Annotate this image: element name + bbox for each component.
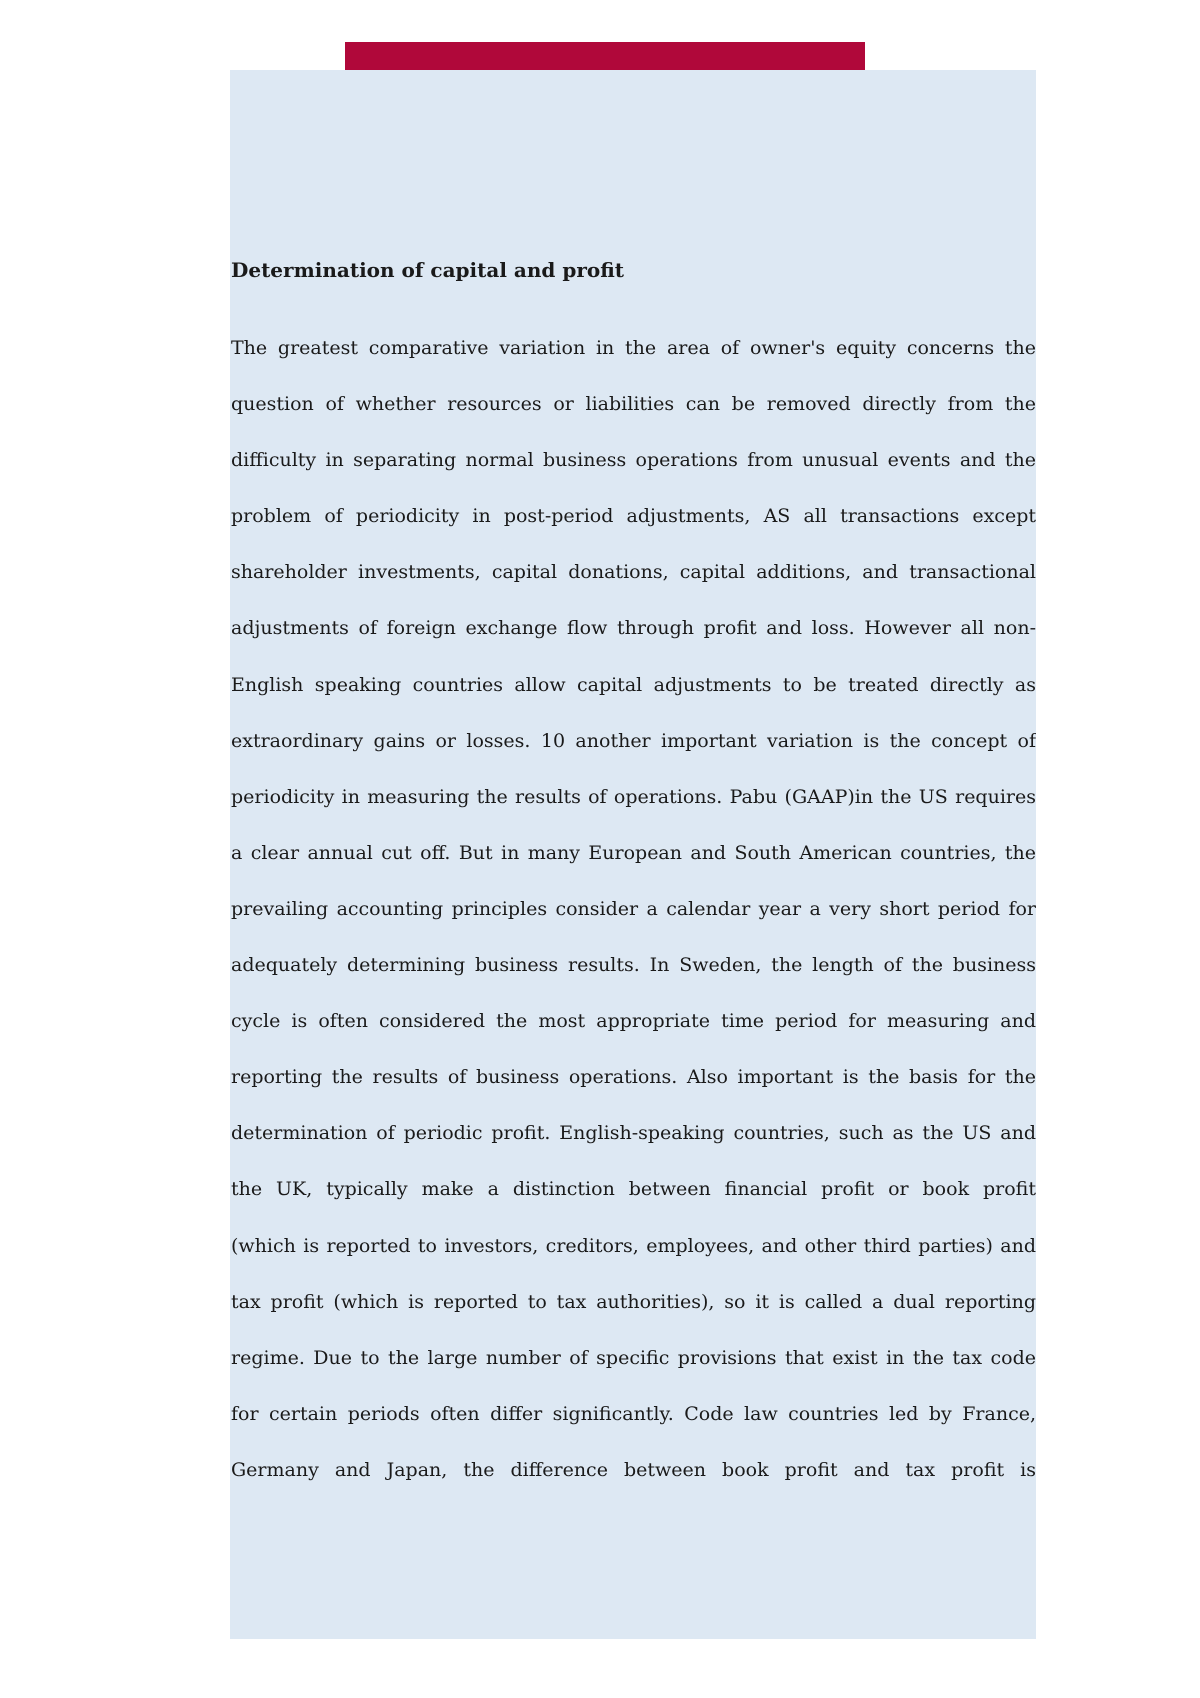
paragraph-line: determination of periodic profit. English-speaking countries, such as the US and	[231, 1122, 1036, 1145]
paragraph-line: shareholder investments, capital donations, capital additions, and transactional	[231, 561, 1036, 584]
paragraph-line: tax profit (which is reported to tax authorities), so it is called a dual reporting	[231, 1290, 1036, 1313]
paragraph-line: prevailing accounting principles consider a calendar year a very short period for	[231, 897, 1036, 920]
paragraph-line: regime. Due to the large number of specific provisions that exist in the tax code	[231, 1346, 1036, 1369]
paragraph-line: the UK, typically make a distinction between financial profit or book profit	[231, 1178, 1036, 1201]
paragraph-line: periodicity in measuring the results of operations. Pabu (GAAP)in the US requires	[231, 785, 1036, 808]
header-accent-bar	[345, 42, 865, 70]
paragraph-line: adjustments of foreign exchange flow through profit and loss. However all non-	[231, 617, 1036, 640]
section-heading: Determination of capital and profit	[231, 258, 624, 282]
paragraph-line: adequately determining business results. In Sweden, the length of the business	[231, 954, 1036, 977]
paragraph-line: reporting the results of business operations. Also important is the basis for the	[231, 1066, 1036, 1089]
paragraph-line: (which is reported to investors, creditors, employees, and other third parties) and	[231, 1234, 1036, 1257]
body-paragraph	[231, 320, 1036, 1498]
paragraph-line: Germany and Japan, the difference between book profit and tax profit is	[231, 1458, 1036, 1481]
paragraph-line: The greatest comparative variation in the area of owner's equity concerns the	[231, 337, 1036, 359]
paragraph-line: problem of periodicity in post-period adjustments, AS all transactions except	[231, 505, 1036, 528]
paragraph-line: question of whether resources or liabilities can be removed directly from the	[231, 393, 1036, 416]
paragraph-line: extraordinary gains or losses. 10 another important variation is the concept of	[231, 729, 1036, 752]
paragraph-line: a clear annual cut off. But in many European and South American countries, the	[231, 841, 1036, 864]
paragraph-line: English speaking countries allow capital adjustments to be treated directly as	[231, 673, 1036, 696]
paragraph-line: difficulty in separating normal business operations from unusual events and the	[231, 449, 1036, 472]
paragraph-line: for certain periods often differ significantly. Code law countries led by France,	[231, 1402, 1036, 1425]
paragraph-line: cycle is often considered the most appropriate time period for measuring and	[231, 1010, 1036, 1033]
